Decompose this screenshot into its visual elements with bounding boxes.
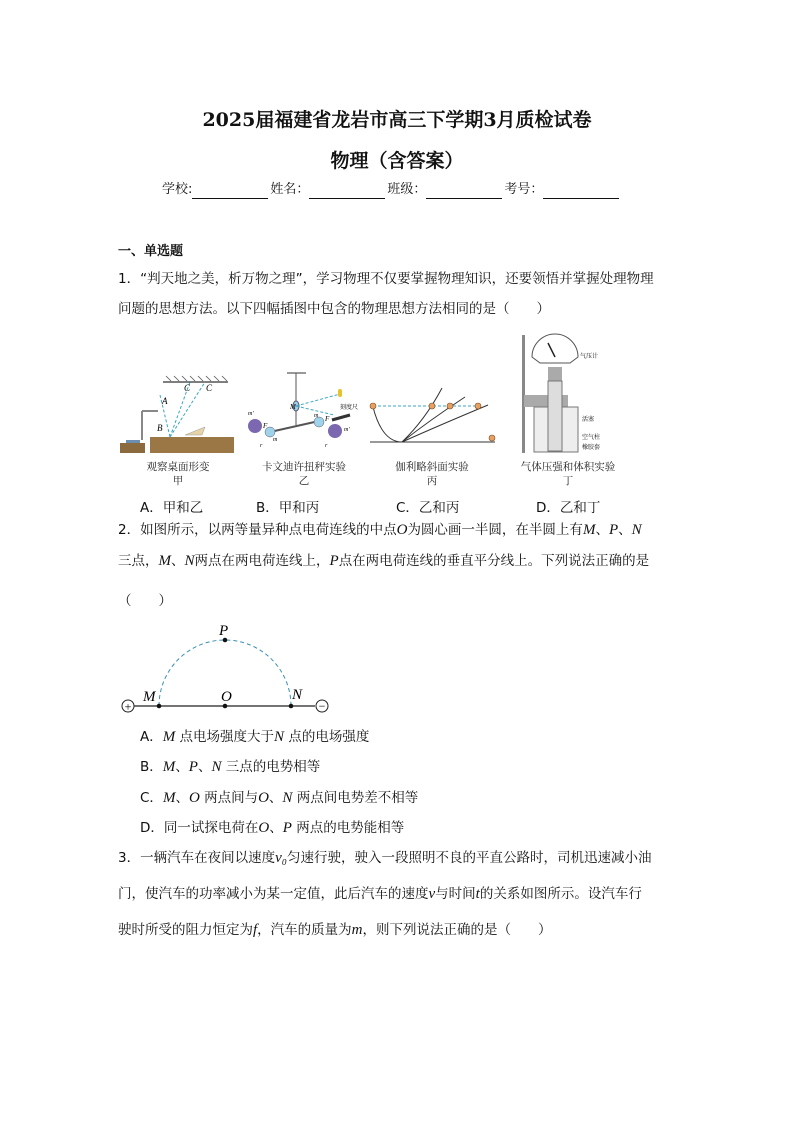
q2-text-line2: 三点，M、N两点在两电荷连线上，P点在两电荷连线的垂直平分线上。下列说法正确的是 [118,553,650,569]
label-m-right: m [314,413,319,419]
label-m-left: m [273,437,278,443]
q2-option-b[interactable]: B．M、P、N 三点的电势相等 [140,759,321,775]
figure-yi [248,373,358,449]
label-F-right: F [325,415,330,423]
q1-option-b[interactable]: B．甲和丙 [256,500,320,516]
q2-option-c[interactable]: C．M、O 两点间与O、N 两点间电势差不相等 [140,790,419,806]
figure-ding [522,334,600,453]
school-label: 学校: [162,182,193,197]
label-m-prime-right: m' [344,427,350,433]
q2-text-line3: （ ） [118,593,172,609]
school-blank[interactable] [192,184,268,199]
caption-ding: 气体压强和体积实验 丁 [520,461,616,487]
figure-bing [370,388,495,442]
q1-option-a[interactable]: A．甲和乙 [140,500,204,516]
label-r-left: r [260,443,263,449]
label-barometer: 气压计 [580,354,599,360]
label-r-right: r [325,443,328,449]
exam-title: 2025届福建省龙岩市高三下学期3月质检试卷 [202,109,592,131]
section-heading: 一、单选题 [118,244,184,259]
q1-text-line2: 问题的思想方法。以下四幅插图中包含的物理思想方法相同的是（ ） [118,301,550,317]
label-A: A [162,396,168,406]
label-B: B [157,423,163,433]
figure-jia [120,376,234,453]
q2-text-line1: 2．如图所示，以两等量异种点电荷连线的中点O为圆心画一半圆，在半圆上有M、P、N [118,522,642,538]
label-scale: 刻度尺 [340,405,359,411]
caption-yi: 卡文迪许扭秤实验 乙 [262,461,346,487]
class-blank[interactable] [426,184,502,199]
label-air-column: 空气柱 [582,435,601,441]
name-label: 姓名： [270,182,310,197]
svg-text:+: + [124,699,132,714]
svg-text:−: − [318,699,326,713]
q2-option-d[interactable]: D．同一试探电荷在O、P 两点的电势能相等 [140,820,405,836]
q1-option-d[interactable]: D．乙和丁 [536,500,601,516]
exam-number-blank[interactable] [543,184,619,199]
label-C: C [184,383,191,393]
label-C-prime: C [206,383,213,393]
q3-text-line2: 门，使汽车的功率减小为某一定值，此后汽车的速度v与时间t的关系如图所示。设汽车行 [118,886,642,902]
label-M: M [143,689,156,705]
label-F-left: F [263,422,268,430]
label-N: N [292,687,303,703]
label-M: M [290,403,296,411]
label-rubber-cap: 橡胶套 [582,445,601,451]
class-label: 班级： [387,182,427,197]
student-info-line [162,181,621,199]
caption-jia: 观察桌面形变 甲 [146,461,210,487]
q2-option-a[interactable]: A．M 点电场强度大于N 点的电场强度 [140,729,370,745]
q3-text-line3: 驶时所受的阻力恒定为f，汽车的质量为m，则下列说法正确的是（ ） [118,922,552,938]
q3-text-line1: 3．一辆汽车在夜间以速度v₀匀速行驶，驶入一段照明不良的平直公路时，司机迅速减小油 [118,850,652,866]
q1-figures [110,325,650,460]
exam-subtitle: 物理（含答案） [330,150,464,172]
label-m-prime-left: m' [248,411,254,417]
exam-number-label: 考号： [504,182,544,197]
q1-option-c[interactable]: C．乙和丙 [396,500,460,516]
label-P: P [219,623,229,639]
label-O: O [221,689,232,705]
label-piston: 活塞 [582,417,595,423]
caption-bing: 伽利略斜面实验 丙 [395,461,469,487]
q2-diagram [115,615,335,720]
q1-text-line1: 1．“判天地之美，析万物之理”，学习物理不仅要掌握物理知识，还要领悟并掌握处理物理 [118,271,654,287]
name-blank[interactable] [309,184,385,199]
